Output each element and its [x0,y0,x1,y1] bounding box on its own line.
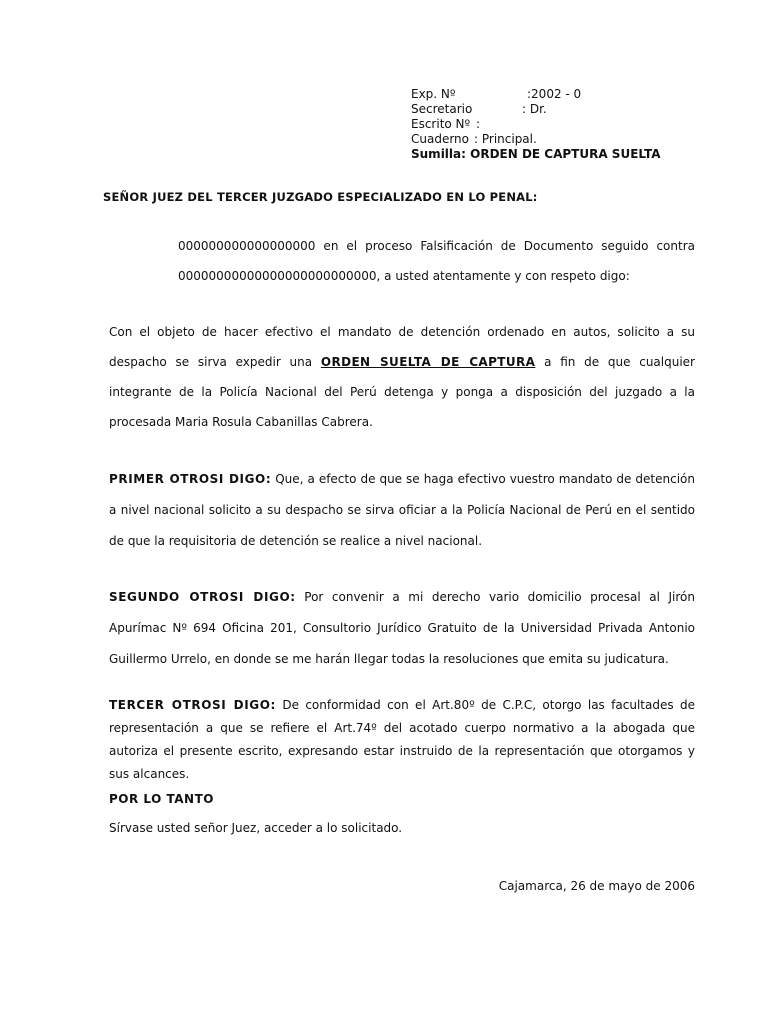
intro-party2: 00000000000000000000000000 [178,269,377,283]
segundo-otrosi-paragraph [109,582,695,675]
primer-otrosi-heading: PRIMER OTROSI DIGO: [109,472,272,486]
tercer-otrosi-paragraph [109,694,695,786]
request-text2: a fin de que cualquier integrante de la Policía Nacional del Perú detenga y ponga a disposición del juzgado a la procesada Maria Rosula Cabanillas Cabrera. [109,355,695,429]
cuaderno-row [411,132,661,147]
cuaderno-label: Cuaderno [411,132,470,146]
primer-otrosi-paragraph [109,464,695,557]
closing-text: Sírvase usted señor Juez, acceder a lo solicitado. [109,821,403,835]
intro-text1: en el proceso Falsificación de Documento seguido contra [315,239,695,253]
intro-party1: 000000000000000000 [178,239,316,253]
escrito-row [411,117,661,132]
exp-label: Exp. Nº [411,87,456,101]
secretario-label: Secretario [411,102,473,116]
intro-paragraph [178,231,695,291]
request-highlight: ORDEN SUELTA DE CAPTURA [320,355,536,369]
secretario-value: : Dr. [522,102,547,116]
request-paragraph [109,317,695,437]
sumilla-value: ORDEN DE CAPTURA SUELTA [470,147,661,161]
secretario-row [411,102,661,117]
exp-row [411,87,661,102]
cuaderno-value: : Principal. [474,132,537,146]
sumilla-row [411,147,661,162]
addressee: SEÑOR JUEZ DEL TERCER JUZGADO ESPECIALIZADO EN LO PENAL: [103,190,538,204]
sumilla-label: Sumilla: [411,147,466,161]
request-text1: Con el objeto de hacer efectivo el mandato de detención ordenado en autos, solicito a su despacho se sirva expedir una [109,325,695,369]
tercer-otrosi-text: De conformidad con el Art.80º de C.P.C, otorgo las facultades de representación a que se refiere el Art.74º del acotado cuerpo normativo a la abogada que autoriza el presente escrito, expresando estar instruido de la representación que otorgamos y sus alcances. [109,698,695,781]
segundo-otrosi-heading: SEGUNDO OTROSI DIGO: [109,590,296,604]
escrito-value: : [476,117,481,131]
date-line: Cajamarca, 26 de mayo de 2006 [498,879,695,893]
case-header [411,87,661,162]
segundo-otrosi-text: Por convenir a mi derecho vario domicilio procesal al Jirón Apurímac Nº 694 Oficina 201, Consultorio Jurídico Gratuito de la Universidad Privada Antonio Guillermo Urrelo, en donde se me harán llegar todas la resoluciones que emita su judicatura. [109,590,695,666]
exp-value: :2002 - 0 [527,87,582,101]
tercer-otrosi-heading: TERCER OTROSI DIGO: [109,698,276,712]
por-lo-tanto-heading: POR LO TANTO [109,792,214,806]
primer-otrosi-text: Que, a efecto de que se haga efectivo vuestro mandato de detención a nivel nacional solicito a su despacho se sirva oficiar a la Policía Nacional de Perú en el sentido de que la requisitoria de detención se realice a nivel nacional. [109,472,695,548]
escrito-label: Escrito Nº [411,117,471,131]
intro-text2: , a usted atentamente y con respeto digo: [376,269,630,283]
